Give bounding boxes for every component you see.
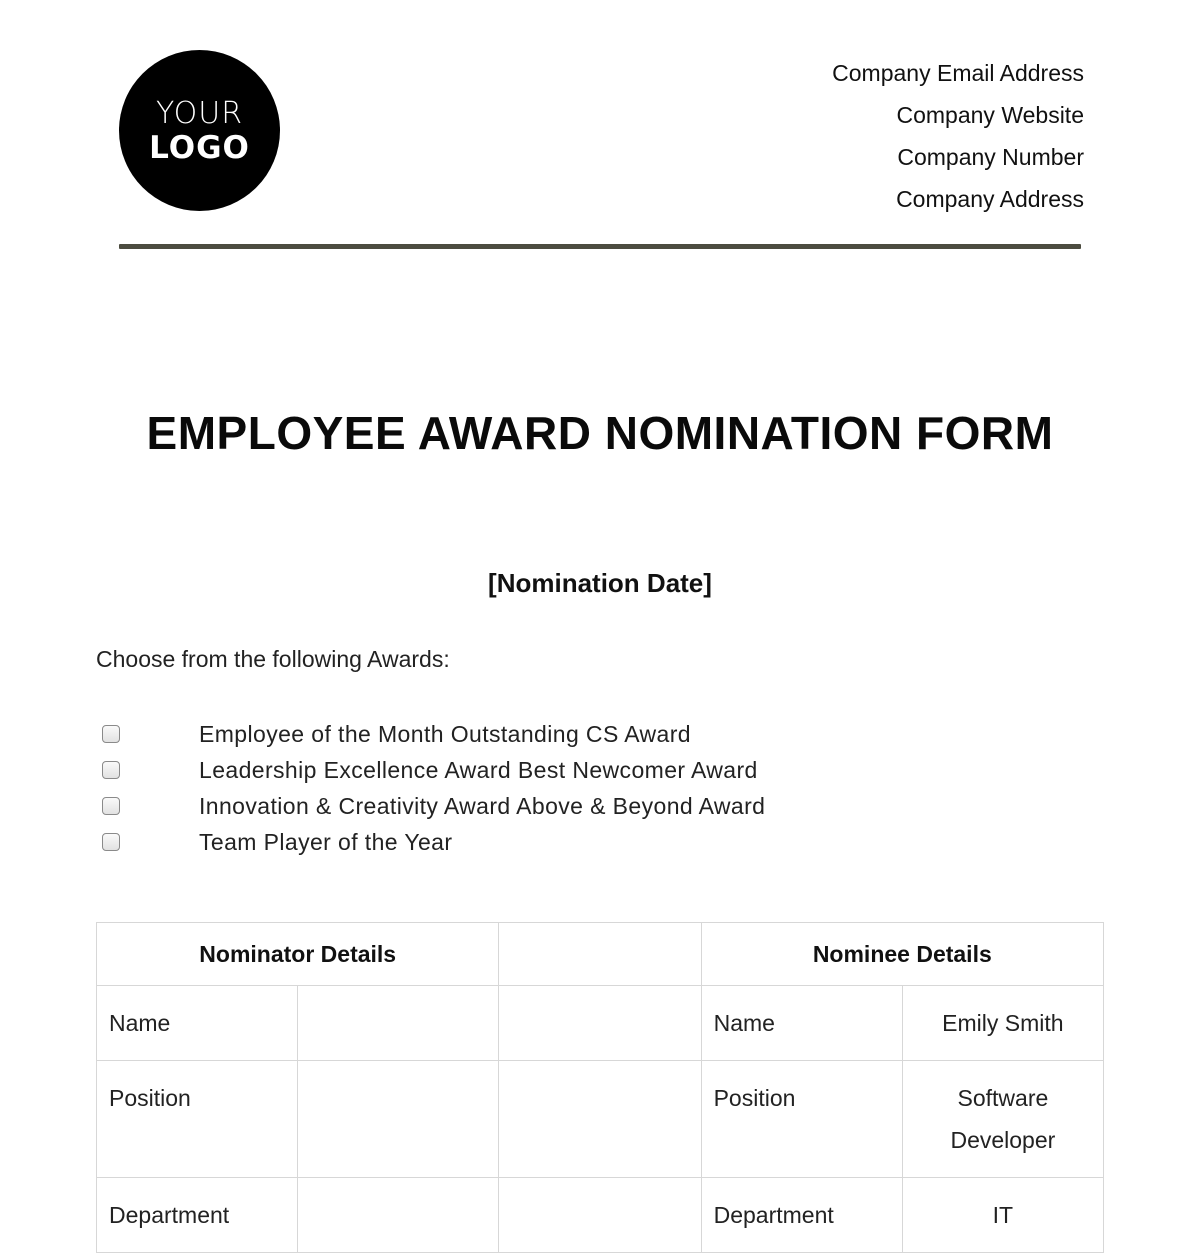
nominator-name-value[interactable] [298, 986, 499, 1061]
company-address: Company Address [896, 186, 1084, 212]
nominee-position-label: Position [701, 1061, 902, 1178]
award-option[interactable] [100, 824, 765, 860]
award-label: Leadership Excellence Award Best Newcomer Award [199, 756, 758, 783]
nominator-details-header: Nominator Details [97, 923, 499, 986]
awards-intro: Choose from the following Awards: [96, 646, 450, 672]
nominee-department-value[interactable]: IT [902, 1178, 1103, 1253]
nominator-name-label: Name [97, 986, 298, 1061]
award-checkbox[interactable] [102, 725, 120, 743]
award-label: Employee of the Month Outstanding CS Award [199, 720, 691, 747]
award-checkbox[interactable] [102, 761, 120, 779]
award-option[interactable] [100, 752, 765, 788]
nominee-department-label: Department [701, 1178, 902, 1253]
award-checkbox[interactable] [102, 833, 120, 851]
award-option[interactable] [100, 716, 765, 752]
company-email: Company Email Address [832, 60, 1084, 86]
company-logo [119, 50, 280, 211]
award-label: Innovation & Creativity Award Above & Beyond Award [199, 792, 766, 819]
award-options-list [100, 716, 765, 860]
nominator-position-value[interactable] [298, 1061, 499, 1178]
spacer-cell [499, 1061, 701, 1178]
logo-text-top: YOUR [155, 95, 244, 131]
award-checkbox[interactable] [102, 797, 120, 815]
company-website: Company Website [896, 102, 1084, 128]
nominee-name-value[interactable]: Emily Smith [902, 986, 1103, 1061]
table-header-row [97, 923, 1104, 986]
nominee-details-header: Nominee Details [701, 923, 1103, 986]
details-table [96, 922, 1104, 1253]
header-divider [119, 244, 1081, 249]
nomination-date: [Nomination Date] [488, 568, 712, 598]
nominator-position-label: Position [97, 1061, 298, 1178]
spacer-cell [499, 986, 701, 1061]
nominee-name-label: Name [701, 986, 902, 1061]
logo-text-bottom: LOGO [149, 129, 250, 166]
nominator-department-value[interactable] [298, 1178, 499, 1253]
table-row [97, 986, 1104, 1061]
table-row [97, 1061, 1104, 1178]
form-title: EMPLOYEE AWARD NOMINATION FORM [146, 407, 1054, 459]
spacer-cell [499, 1178, 701, 1253]
nominee-position-value[interactable]: Software Developer [902, 1061, 1103, 1178]
company-number: Company Number [897, 144, 1084, 170]
award-option[interactable] [100, 788, 765, 824]
table-row [97, 1178, 1104, 1253]
spacer-cell [499, 923, 701, 986]
award-label: Team Player of the Year [199, 828, 453, 855]
nominator-department-label: Department [97, 1178, 298, 1253]
company-contact-block [832, 52, 1084, 220]
